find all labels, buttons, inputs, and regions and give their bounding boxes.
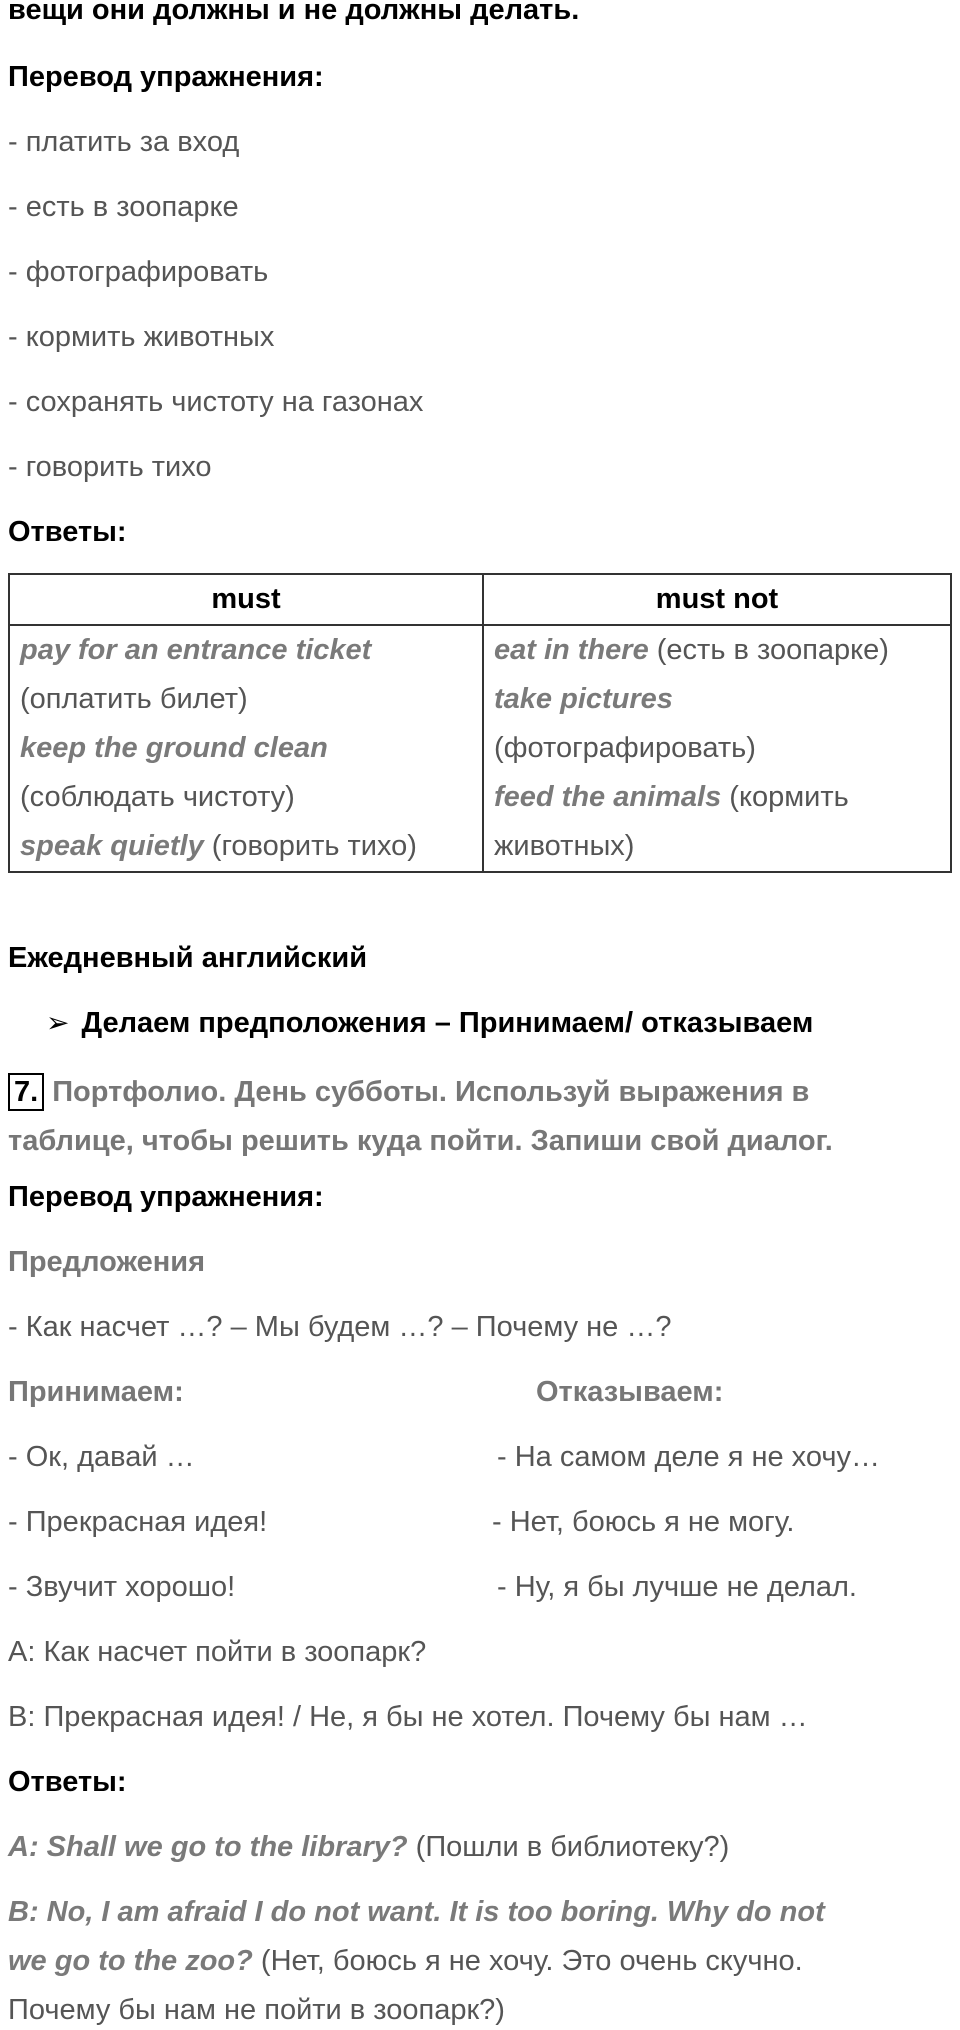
cell-line: (соблюдать чистоту) — [20, 781, 295, 813]
suggestions-line: - Как насчет …? – Мы будем …? – Почему не …? — [8, 1311, 672, 1343]
cell-line: (оплатить билет) — [20, 683, 248, 715]
accept-item: - Ок, давай … — [8, 1441, 195, 1473]
answer-a: A: Shall we go to the library? (Пошли в библиотеку?) — [8, 1831, 730, 1863]
translation-heading: Перевод упражнения: — [8, 61, 324, 93]
table-header-must-not: must not — [483, 574, 951, 625]
answers-heading: Ответы: — [8, 516, 127, 548]
refuse-item: - Ну, я бы лучше не делал. — [497, 1571, 857, 1603]
refuse-item: - На самом деле я не хочу… — [497, 1441, 880, 1473]
answer-b-line-3: Почему бы нам не пойти в зоопарк?) — [8, 1994, 505, 2026]
must-not-cell — [483, 625, 951, 872]
exercise-line-1: 7. Портфолио. День субботы. Используй выражения в — [8, 1072, 809, 1112]
accept-item: - Звучит хорошо! — [8, 1571, 236, 1603]
answer-b-line-1: B: No, I am afraid I do not want. It is too boring. Why do not — [8, 1896, 825, 1928]
accept-heading: Принимаем: — [8, 1376, 184, 1408]
translation-heading-2: Перевод упражнения: — [8, 1181, 324, 1213]
table-row — [9, 625, 951, 872]
answer-b-line-2: we go to the zoo? (Нет, боюсь я не хочу. Это очень скучно. — [8, 1945, 803, 1977]
answers-table — [8, 573, 952, 873]
translation-item: - говорить тихо — [8, 451, 212, 483]
translation-item: - кормить животных — [8, 321, 275, 353]
translation-item: - сохранять чистоту на газонах — [8, 386, 424, 418]
table-header-must: must — [9, 574, 483, 625]
exercise-line-2: таблице, чтобы решить куда пойти. Запиши свой диалог. — [8, 1125, 833, 1157]
cell-line: животных) — [494, 830, 635, 862]
cell-line: speak quietly (говорить тихо) — [20, 830, 417, 862]
table-header-row — [9, 574, 951, 625]
bullet-text: Делаем предположения – Принимаем/ отказываем — [81, 1007, 814, 1039]
exercise-number: 7. — [8, 1073, 44, 1111]
bullet-item — [46, 1003, 813, 1043]
daily-english-heading: Ежедневный английский — [8, 942, 368, 974]
dialog-line-a: А: Как насчет пойти в зоопарк? — [8, 1636, 427, 1668]
answers-heading-2: Ответы: — [8, 1766, 127, 1798]
cell-line: keep the ground clean — [20, 732, 328, 764]
accept-item: - Прекрасная идея! — [8, 1506, 268, 1538]
arrow-bullet-icon: ➢ — [46, 1007, 70, 1038]
refuse-item: - Нет, боюсь я не могу. — [492, 1506, 795, 1538]
translation-item: - фотографировать — [8, 256, 269, 288]
cell-line: feed the animals (кормить — [494, 781, 849, 813]
must-cell — [9, 625, 483, 872]
translation-item: - есть в зоопарке — [8, 191, 239, 223]
top-fragment: вещи они должны и не должны делать. — [8, 0, 580, 26]
cell-line: eat in there (есть в зоопарке) — [494, 634, 889, 666]
refuse-heading: Отказываем: — [536, 1376, 724, 1408]
suggestions-heading: Предложения — [8, 1246, 206, 1278]
translation-item: - платить за вход — [8, 126, 240, 158]
cell-line: take pictures — [494, 683, 673, 715]
cell-line: pay for an entrance ticket — [20, 634, 372, 666]
dialog-line-b: В: Прекрасная идея! / Не, я бы не хотел. Почему бы нам … — [8, 1701, 808, 1733]
cell-line: (фотографировать) — [494, 732, 756, 764]
